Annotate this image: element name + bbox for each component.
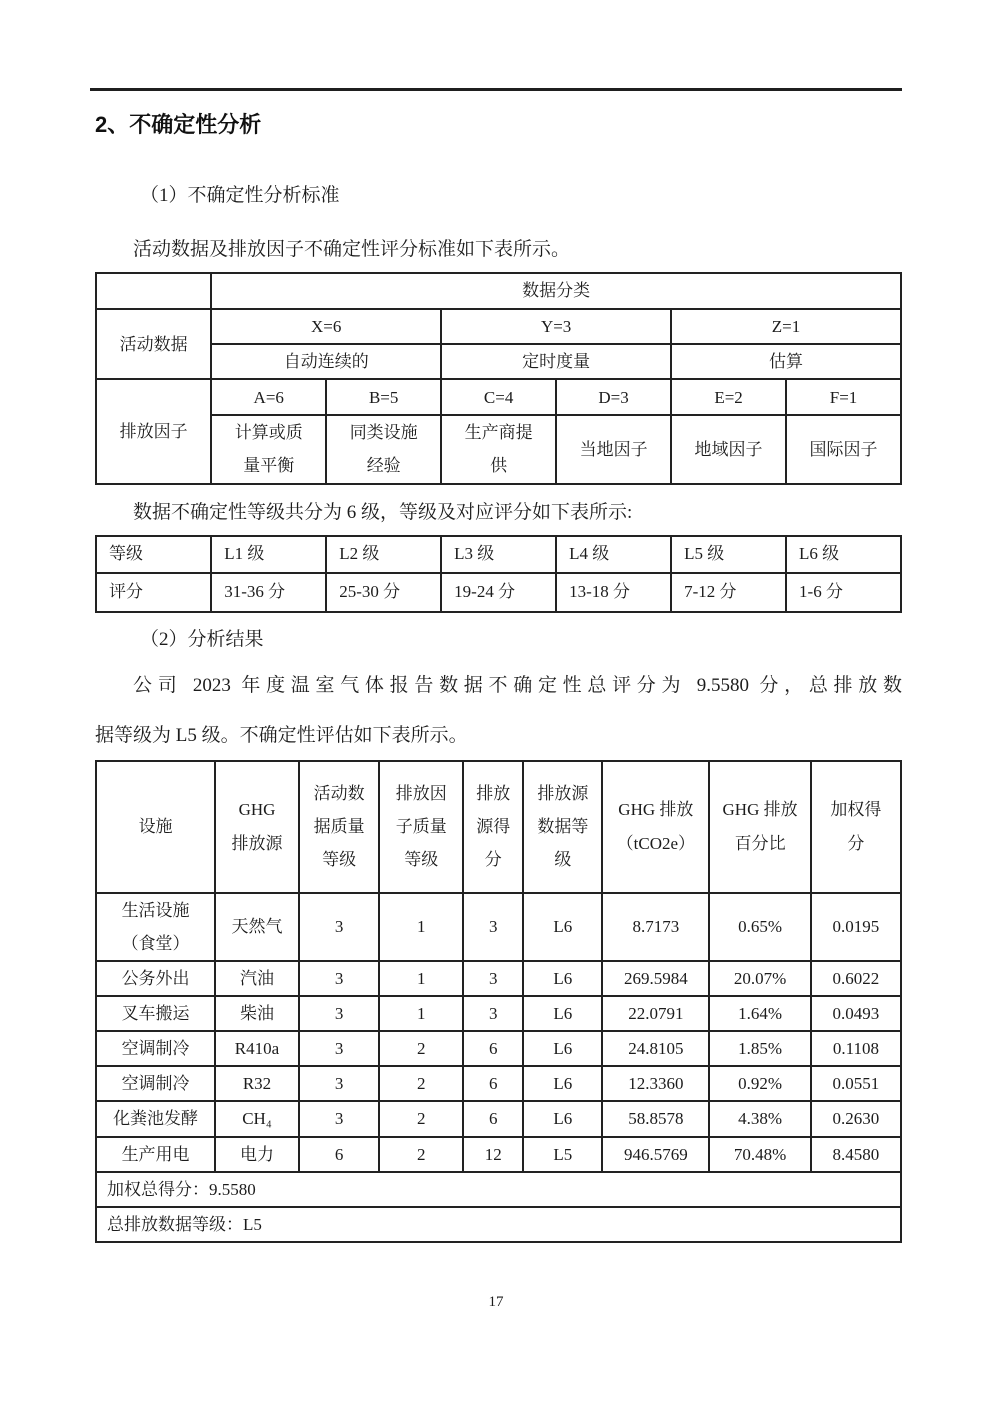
uncertainty-assessment-table (95, 760, 902, 1243)
grade-score-table (95, 535, 902, 613)
table-cell: 2 (379, 1101, 463, 1136)
table-cell: 电力 (215, 1137, 299, 1172)
table-cell: 70.48% (709, 1137, 810, 1172)
table-cell: 0.0551 (811, 1066, 901, 1101)
column-header: 排放源数据等级 (523, 761, 602, 893)
table-cell: 3 (463, 961, 523, 996)
column-header: 排放因子质量等级 (379, 761, 463, 893)
column-header: 加权得分 (811, 761, 901, 893)
page-title: 2、不确定性分析 (95, 112, 262, 137)
table-cell: L6 (523, 1031, 602, 1066)
data-class-header-cell: 数据分类 (211, 273, 901, 309)
table-cell: 25-30 分 (326, 573, 441, 612)
table-cell: Z=1 (671, 309, 901, 344)
intro-grade-table: 数据不确定性等级共分为 6 级，等级及对应评分如下表所示: (133, 501, 633, 523)
table-row (96, 1207, 901, 1242)
table-cell: 估算 (671, 344, 901, 379)
table-cell: 13-18 分 (556, 573, 671, 612)
table-row (96, 1066, 901, 1101)
table-cell: 化粪池发酵 (96, 1101, 215, 1136)
table-row (96, 961, 901, 996)
table-cell: R32 (215, 1066, 299, 1101)
table-cell: R410a (215, 1031, 299, 1066)
table-cell: 公务外出 (96, 961, 215, 996)
table-cell: 2 (379, 1137, 463, 1172)
table-cell: 1.85% (709, 1031, 810, 1066)
table-cell: 3 (299, 961, 380, 996)
result-paragraph-line1: 公司 2023 年度温室气体报告数据不确定性总评分为 9.5580 分，总排放数 (133, 674, 902, 696)
table-cell: 19-24 分 (441, 573, 556, 612)
table-cell: 叉车搬运 (96, 996, 215, 1031)
table-cell: L3 级 (441, 536, 556, 573)
table-cell: 天然气 (215, 893, 299, 961)
table-cell: X=6 (211, 309, 441, 344)
table-row (96, 1172, 901, 1207)
section2-title: （2）分析结果 (140, 628, 264, 650)
table-row (96, 1137, 901, 1172)
table-cell: 3 (299, 1066, 380, 1101)
table-cell: 生产用电 (96, 1137, 215, 1172)
table-cell: 3 (299, 1031, 380, 1066)
table-row (96, 1031, 901, 1066)
table-cell: 0.1108 (811, 1031, 901, 1066)
column-header: 活动数据质量等级 (299, 761, 380, 893)
table-cell: 22.0791 (602, 996, 709, 1031)
intro-criteria-table: 活动数据及排放因子不确定性评分标准如下表所示。 (133, 239, 571, 260)
table-cell: L6 (523, 1066, 602, 1101)
table-cell: A=6 (211, 379, 326, 415)
table-cell: 6 (463, 1031, 523, 1066)
table-cell: Y=3 (441, 309, 671, 344)
table-cell: 946.5769 (602, 1137, 709, 1172)
table-cell: 8.7173 (602, 893, 709, 961)
table-cell: 同类设施经验 (326, 415, 441, 483)
table-cell: 等级 (96, 536, 211, 573)
table-cell: 31-36 分 (211, 573, 326, 612)
table-cell: L6 (523, 1101, 602, 1136)
table-cell: L5 (523, 1137, 602, 1172)
table-cell: L6 级 (786, 536, 901, 573)
table-cell: 1 (379, 893, 463, 961)
table-cell: 7-12 分 (671, 573, 786, 612)
table-cell: 1.64% (709, 996, 810, 1031)
table-cell: 0.0493 (811, 996, 901, 1031)
column-header: 设施 (96, 761, 215, 893)
table-cell: 1 (379, 961, 463, 996)
table-cell: 0.6022 (811, 961, 901, 996)
table-cell: 0.92% (709, 1066, 810, 1101)
corner-cell (96, 273, 211, 309)
table-cell: 柴油 (215, 996, 299, 1031)
table-cell: 6 (463, 1101, 523, 1136)
table-cell: 空调制冷 (96, 1031, 215, 1066)
table-cell: 8.4580 (811, 1137, 901, 1172)
table-cell: 6 (463, 1066, 523, 1101)
table-cell: 汽油 (215, 961, 299, 996)
table-cell: 12.3360 (602, 1066, 709, 1101)
column-header: GHG 排放百分比 (709, 761, 810, 893)
column-header: 排放源得分 (463, 761, 523, 893)
result-paragraph-line2: 据等级为 L5 级。不确定性评估如下表所示。 (95, 724, 468, 746)
table-cell: L5 级 (671, 536, 786, 573)
table-cell: 24.8105 (602, 1031, 709, 1066)
table-cell: 4.38% (709, 1101, 810, 1136)
table-cell: 当地因子 (556, 415, 671, 483)
table-row (96, 893, 901, 961)
table-cell: 2 (379, 1031, 463, 1066)
table-cell: 12 (463, 1137, 523, 1172)
table-cell: 0.0195 (811, 893, 901, 961)
table-row (96, 996, 901, 1031)
table-cell: 3 (299, 893, 380, 961)
section1-title: （1）不确定性分析标准 (140, 185, 340, 206)
page-number: 17 (488, 1294, 504, 1310)
weighted-total-cell: 加权总得分：9.5580 (96, 1172, 901, 1207)
table-cell: 3 (463, 893, 523, 961)
table-cell: 3 (299, 996, 380, 1031)
table-cell: 269.5984 (602, 961, 709, 996)
table-cell: 6 (299, 1137, 380, 1172)
table-cell: L6 (523, 996, 602, 1031)
column-header: GHG 排放源 (215, 761, 299, 893)
overall-grade-cell: 总排放数据等级：L5 (96, 1207, 901, 1242)
table-cell: L2 级 (326, 536, 441, 573)
table-cell: 0.2630 (811, 1101, 901, 1136)
table-cell: L4 级 (556, 536, 671, 573)
table-cell: L6 (523, 893, 602, 961)
scoring-criteria-table (95, 272, 902, 485)
table-cell: 生活设施（食堂） (96, 893, 215, 961)
table-cell: 3 (299, 1101, 380, 1136)
table-cell: 计算或质量平衡 (211, 415, 326, 483)
table-cell: D=3 (556, 379, 671, 415)
table-cell: 地域因子 (671, 415, 786, 483)
table-cell: 20.07% (709, 961, 810, 996)
table-cell: 3 (463, 996, 523, 1031)
table-row (96, 1101, 901, 1136)
table-cell: 自动连续的 (211, 344, 441, 379)
document-page (95, 0, 902, 1243)
table-cell: L6 (523, 961, 602, 996)
table-cell: 1 (379, 996, 463, 1031)
table-cell: 评分 (96, 573, 211, 612)
activity-data-label-cell: 活动数据 (96, 309, 211, 379)
table-cell: 国际因子 (786, 415, 901, 483)
table-cell: F=1 (786, 379, 901, 415)
table-cell: CH₄ (215, 1101, 299, 1136)
table-cell: B=5 (326, 379, 441, 415)
table-cell: C=4 (441, 379, 556, 415)
table-cell: 1-6 分 (786, 573, 901, 612)
table-cell: E=2 (671, 379, 786, 415)
emission-factor-label-cell: 排放因子 (96, 379, 211, 483)
column-header: GHG 排放（tCO2e） (602, 761, 709, 893)
table-cell: 定时度量 (441, 344, 671, 379)
table-cell: 0.65% (709, 893, 810, 961)
table-cell: L1 级 (211, 536, 326, 573)
table-cell: 空调制冷 (96, 1066, 215, 1101)
table-cell: 2 (379, 1066, 463, 1101)
table-cell: 58.8578 (602, 1101, 709, 1136)
table-cell: 生产商提供 (441, 415, 556, 483)
